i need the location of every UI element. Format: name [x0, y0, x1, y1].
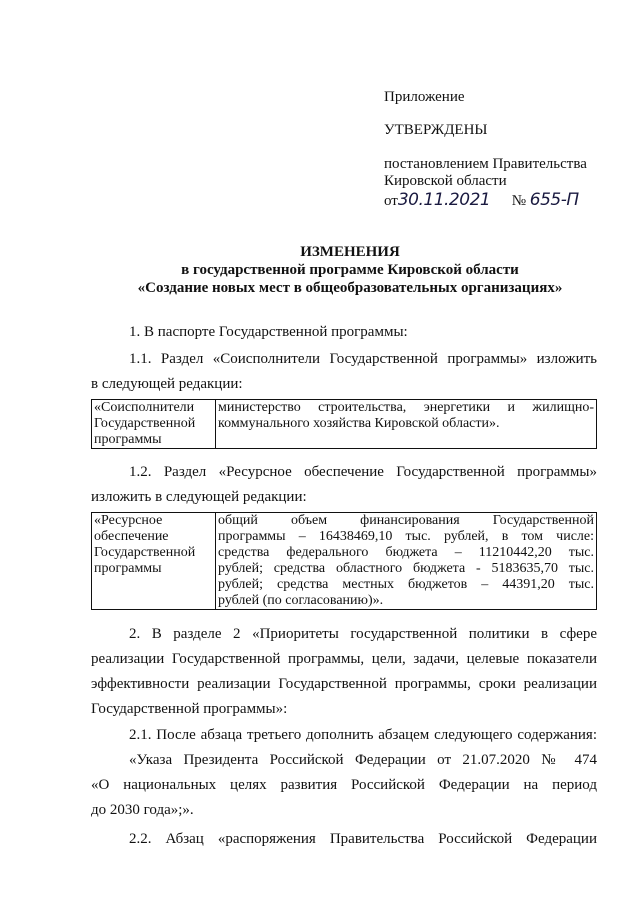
approved-label: УТВЕРЖДЕНЫ — [384, 122, 488, 138]
resources-label-cell: «Ресурсное обеспечение Государственной программы — [92, 513, 216, 610]
coexecutors-value-cell: министерство строительства, энергетики и жилищно- коммунального хозяйства Кировской области». — [216, 400, 597, 449]
coexecutors-label-cell: «Соисполнители Государственной программы — [92, 400, 216, 449]
document-subtitle-2: «Создание новых мест в общеобразовательных организациях» — [137, 280, 563, 296]
document-title: ИЗМЕНЕНИЯ — [300, 244, 400, 260]
section-1-2-line-1: 1.2. Раздел «Ресурсное обеспечение Государственной программы» — [129, 464, 597, 480]
section-2-1-line: 2.1. После абзаца третьего дополнить абзацем следующего содержания: — [129, 727, 597, 743]
resources-table — [91, 512, 597, 610]
handwritten-number: 655-П — [529, 190, 579, 210]
section-1-heading: 1. В паспорте Государственной программы: — [129, 324, 408, 340]
date-number-line — [384, 191, 579, 210]
coexecutors-table — [91, 399, 597, 449]
resolution-line-1: постановлением Правительства — [384, 156, 587, 172]
resources-value-cell: общий объем финансирования Государственной программы – 16438469,10 тыс. рублей, в том числе: средства федерального бюджета – 11210442,20 тыс. рублей; средства областного бюджета - 5183635,70 тыс. рублей; средства местных бюджетов – 44391,20 тыс. рублей (по согласованию)». — [216, 513, 597, 610]
section-1-2-line-2: изложить в следующей редакции: — [91, 489, 307, 505]
section-2-line-3: эффективности реализации Государственной программы, сроки реализации — [91, 676, 597, 692]
quote-line-2: «О национальных целях развития Российской Федерации на период — [91, 777, 597, 793]
date-prefix: от — [384, 193, 398, 209]
resolution-line-2: Кировской области — [384, 173, 507, 189]
quote-line-3: до 2030 года»;». — [91, 802, 194, 818]
handwritten-date: 30.11.2021 — [397, 190, 491, 210]
section-1-1-line-1: 1.1. Раздел «Соисполнители Государственной программы» изложить — [129, 351, 597, 367]
section-2-line-4: Государственной программы»: — [91, 701, 288, 717]
section-2-line-1: 2. В разделе 2 «Приоритеты государственной политики в сфере — [129, 626, 597, 642]
appendix-label: Приложение — [384, 89, 465, 105]
section-1-1-line-2: в следующей редакции: — [91, 376, 243, 392]
section-2-2-line: 2.2. Абзац «распоряжения Правительства Российской Федерации — [129, 831, 597, 847]
quote-line-1: «Указа Президента Российской Федерации от 21.07.2020 № 474 — [129, 752, 597, 768]
number-prefix: № — [511, 193, 527, 209]
document-subtitle-1: в государственной программе Кировской области — [181, 262, 519, 278]
section-2-line-2: реализации Государственной программы, цели, задачи, целевые показатели — [91, 651, 597, 667]
